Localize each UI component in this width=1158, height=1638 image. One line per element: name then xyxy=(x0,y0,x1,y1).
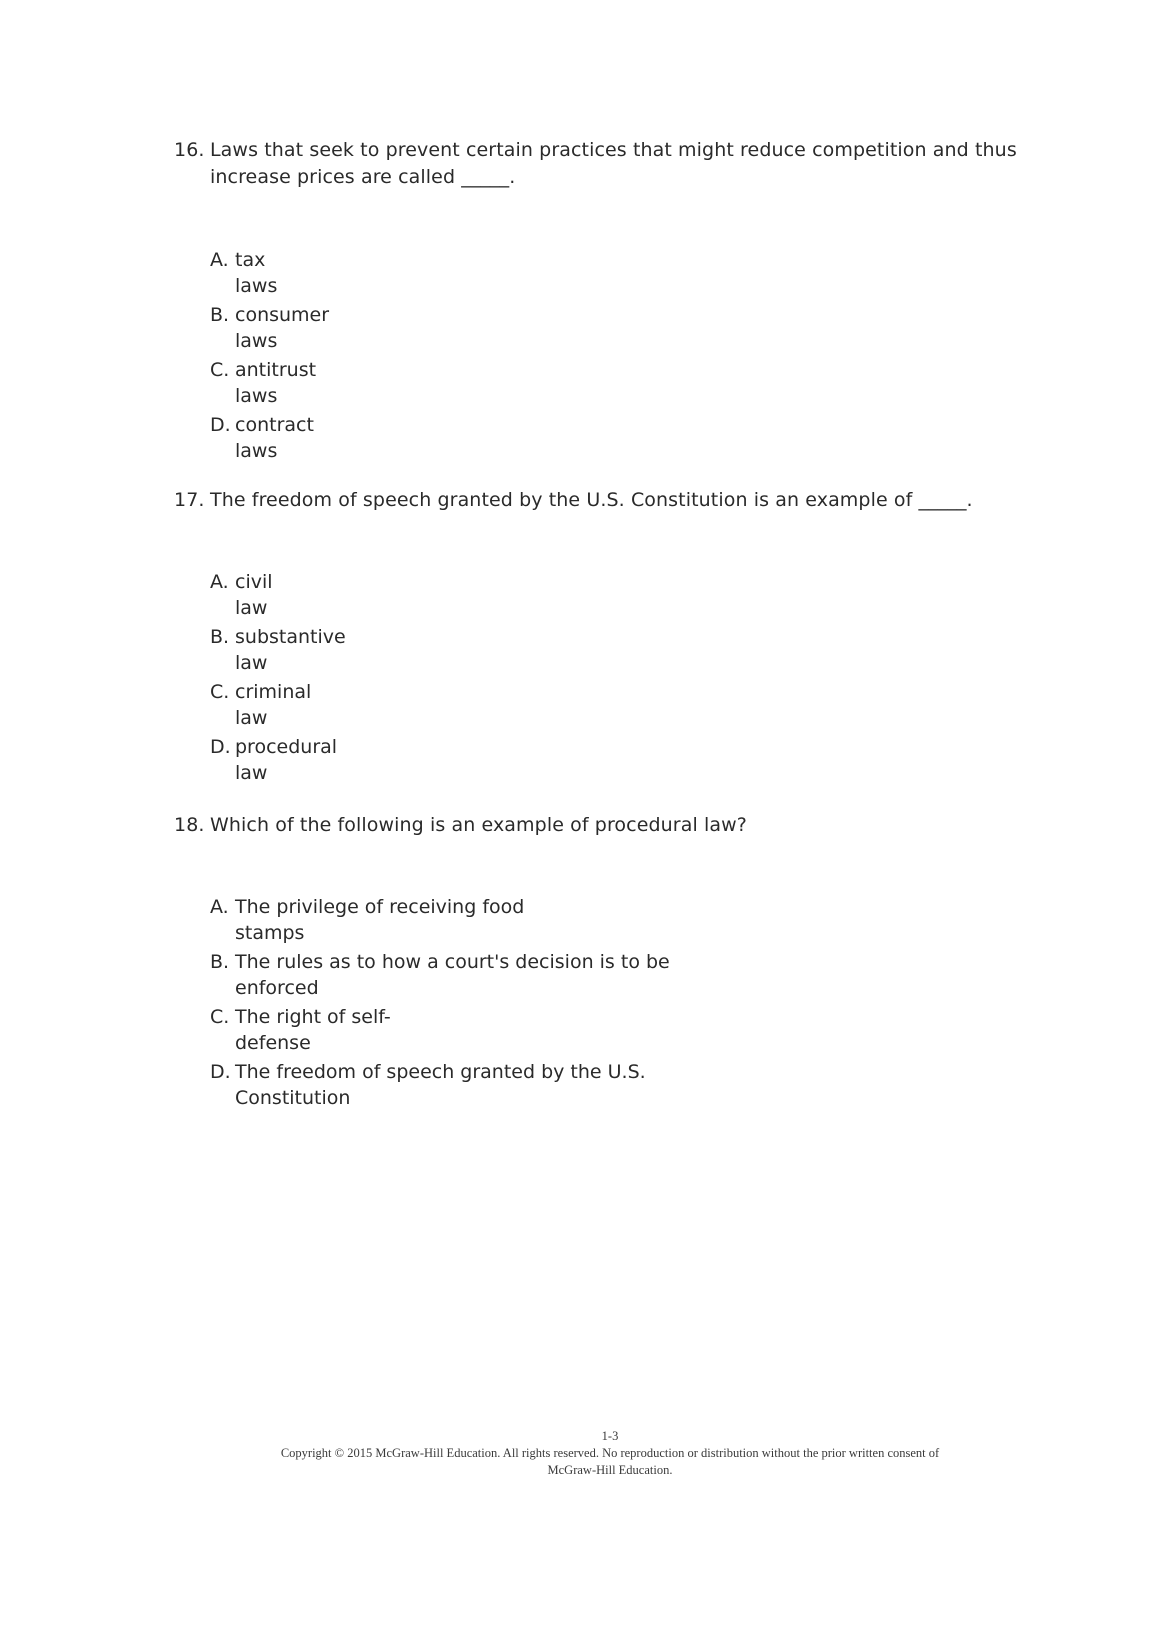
option-text: The rules as to how a court's decision is to be xyxy=(235,951,670,973)
question-stem xyxy=(174,812,1054,839)
question-stem xyxy=(174,487,1054,514)
option-text: defense xyxy=(235,1032,311,1054)
option-d xyxy=(210,1059,670,1111)
option-a xyxy=(210,247,329,299)
option-letter: C. xyxy=(210,359,230,381)
option-letter: A. xyxy=(210,896,229,918)
question-text-line: Which of the following is an example of procedural law? xyxy=(210,814,747,836)
option-text: laws xyxy=(235,385,278,407)
option-text: law xyxy=(235,652,268,674)
option-text: civil xyxy=(235,571,273,593)
option-text: enforced xyxy=(235,977,319,999)
option-letter: D. xyxy=(210,736,231,758)
option-text: contract xyxy=(235,414,314,436)
option-a xyxy=(210,894,670,946)
option-text: procedural xyxy=(235,736,338,758)
option-list xyxy=(210,569,346,789)
option-b xyxy=(210,624,346,676)
question-stem xyxy=(174,137,1054,191)
option-text: antitrust xyxy=(235,359,317,381)
option-letter: A. xyxy=(210,571,229,593)
question-text-line: increase prices are called _____. xyxy=(210,166,516,188)
option-text: law xyxy=(235,597,268,619)
option-text: The privilege of receiving food xyxy=(235,896,525,918)
question-text-line: The freedom of speech granted by the U.S. Constitution is an example of _____. xyxy=(210,489,973,511)
page-number: 1-3 xyxy=(601,1429,619,1443)
option-letter: B. xyxy=(210,626,230,648)
option-d xyxy=(210,412,329,464)
option-c xyxy=(210,1004,670,1056)
question-number: 17. xyxy=(174,489,205,511)
question-17 xyxy=(174,487,1054,784)
option-text: laws xyxy=(235,275,278,297)
option-text: stamps xyxy=(235,922,305,944)
option-c xyxy=(210,679,346,731)
option-text: consumer xyxy=(235,304,330,326)
option-text: law xyxy=(235,762,268,784)
option-text: The freedom of speech granted by the U.S. xyxy=(235,1061,646,1083)
option-text: laws xyxy=(235,440,278,462)
option-list xyxy=(210,894,670,1114)
option-d xyxy=(210,734,346,786)
question-number: 18. xyxy=(174,814,205,836)
option-letter: A. xyxy=(210,249,229,271)
page-footer xyxy=(190,1428,1030,1479)
option-text: substantive xyxy=(235,626,346,648)
option-text: tax xyxy=(235,249,266,271)
option-letter: B. xyxy=(210,304,230,326)
option-a xyxy=(210,569,346,621)
question-number: 16. xyxy=(174,139,205,161)
option-letter: C. xyxy=(210,681,230,703)
option-text: criminal xyxy=(235,681,312,703)
option-b xyxy=(210,949,670,1001)
option-letter: D. xyxy=(210,414,231,436)
option-text: law xyxy=(235,707,268,729)
option-letter: B. xyxy=(210,951,230,973)
option-list xyxy=(210,247,329,467)
option-b xyxy=(210,302,329,354)
copyright-line: McGraw-Hill Education. xyxy=(547,1463,673,1477)
option-letter: D. xyxy=(210,1061,231,1083)
option-text: laws xyxy=(235,330,278,352)
option-c xyxy=(210,357,329,409)
question-16 xyxy=(174,137,1054,462)
question-text-line: Laws that seek to prevent certain practices that might reduce competition and thus xyxy=(210,139,1017,161)
option-letter: C. xyxy=(210,1006,230,1028)
copyright-line: Copyright © 2015 McGraw-Hill Education. All rights reserved. No reproduction or distribution without the prior written consent of xyxy=(280,1446,940,1460)
option-text: The right of self- xyxy=(235,1006,391,1028)
option-text: Constitution xyxy=(235,1087,351,1109)
question-18 xyxy=(174,812,1054,1109)
